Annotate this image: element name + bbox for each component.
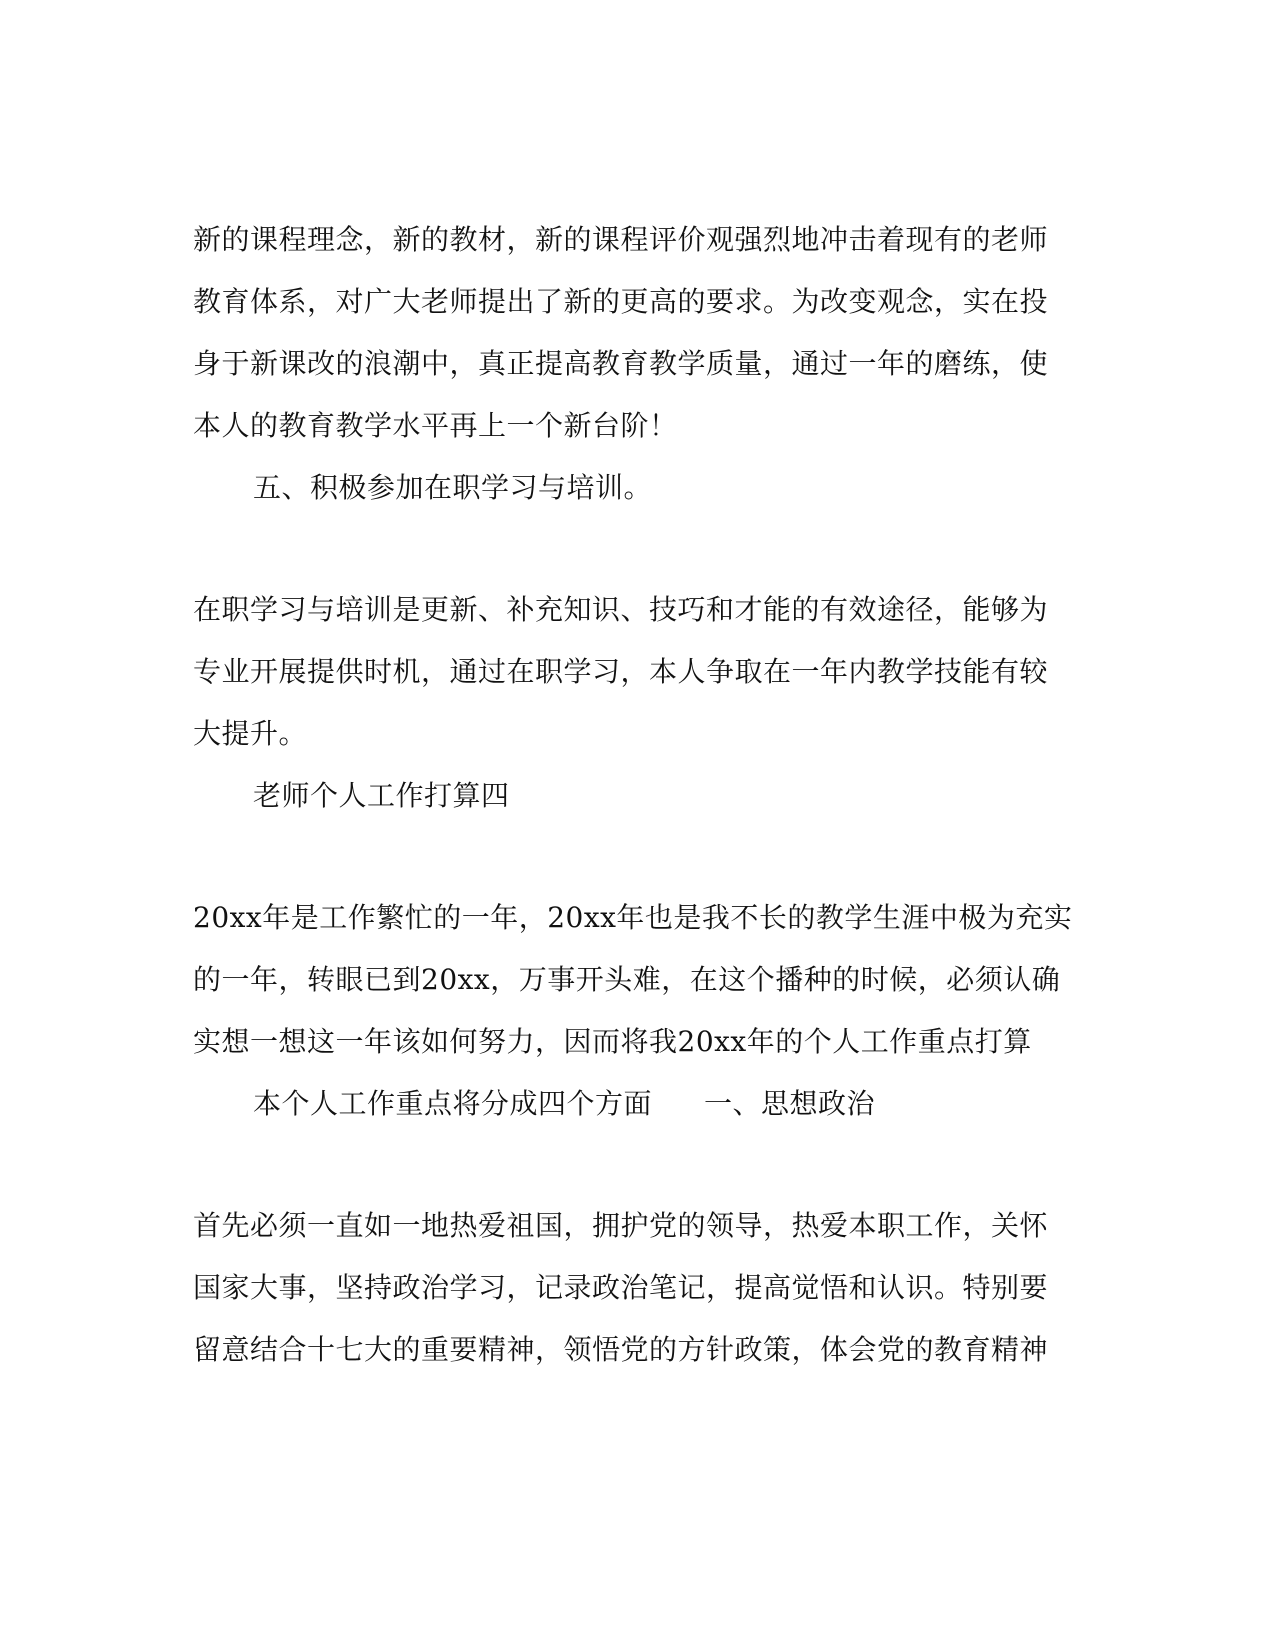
paragraph-line: 首先必须一直如一地热爱祖国，拥护党的领导，热爱本职工作，关怀 bbox=[193, 1209, 1049, 1242]
paragraph-line: 的一年，转眼已到20xx，万事开头难，在这个播种的时候，必须认确 bbox=[193, 963, 1061, 996]
paragraph-line: 教育体系，对广大老师提出了新的更高的要求。为改变观念，实在投 bbox=[193, 285, 1049, 318]
paragraph-line: 本人的教育教学水平再上一个新台阶！ bbox=[193, 409, 678, 442]
paragraph-line: 专业开展提供时机，通过在职学习，本人争取在一年内教学技能有较 bbox=[193, 655, 1049, 688]
overview-line bbox=[253, 1086, 1153, 1122]
section-title: 老师个人工作打算四 bbox=[253, 779, 510, 812]
section-heading-five: 五、积极参加在职学习与培训。 bbox=[253, 471, 653, 504]
overview-text: 本个人工作重点将分成四个方面 bbox=[253, 1087, 653, 1120]
paragraph-line: 新的课程理念，新的教材，新的课程评价观强烈地冲击着现有的老师 bbox=[193, 223, 1049, 256]
paragraph-line: 大提升。 bbox=[193, 717, 308, 750]
paragraph-line: 留意结合十七大的重要精神，领悟党的方针政策，体会党的教育精神 bbox=[193, 1333, 1049, 1366]
subheading-politics: 一、思想政治 bbox=[704, 1087, 876, 1120]
paragraph-line: 在职学习与培训是更新、补充知识、技巧和才能的有效途径，能够为 bbox=[193, 593, 1049, 626]
paragraph-line: 身于新课改的浪潮中，真正提高教育教学质量，通过一年的磨练，使 bbox=[193, 347, 1049, 380]
paragraph-line: 实想一想这一年该如何努力，因而将我20xx年的个人工作重点打算 bbox=[193, 1025, 1032, 1058]
paragraph-line: 国家大事，坚持政治学习，记录政治笔记，提高觉悟和认识。特别要 bbox=[193, 1271, 1049, 1304]
paragraph-line: 20xx年是工作繁忙的一年，20xx年也是我不长的教学生涯中极为充实 bbox=[193, 901, 1073, 934]
